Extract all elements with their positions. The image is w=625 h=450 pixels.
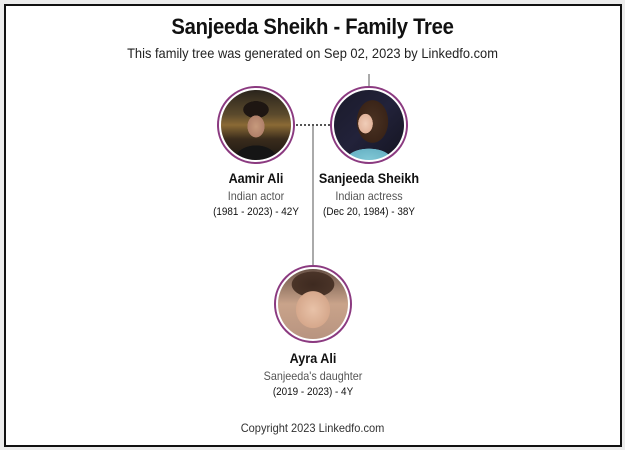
person-dates: (1981 - 2023) - 42Y <box>213 206 299 218</box>
page-title: Sanjeeda Sheikh - Family Tree <box>171 14 454 39</box>
copyright-footer: Copyright 2023 Linkedfo.com <box>240 421 385 435</box>
avatar-sanjeeda-sheikh[interactable] <box>330 86 408 164</box>
avatar-ayra-ali[interactable] <box>274 265 352 343</box>
person-role: Indian actor <box>227 189 285 203</box>
portrait-image <box>278 269 348 339</box>
person-name[interactable]: Ayra Ali <box>289 350 337 366</box>
portrait-image <box>221 90 291 160</box>
person-card-ayra-ali <box>243 350 383 398</box>
avatar-aamir-ali[interactable] <box>217 86 295 164</box>
portrait-image <box>334 90 404 160</box>
person-dates: (Dec 20, 1984) - 38Y <box>323 206 415 218</box>
person-role: Sanjeeda's daughter <box>263 369 363 383</box>
person-card-sanjeeda-sheikh <box>299 170 439 218</box>
page-subtitle: This family tree was generated on Sep 02, 2023 by Linkedfo.com <box>127 45 498 61</box>
person-name[interactable]: Aamir Ali <box>228 170 284 186</box>
person-name[interactable]: Sanjeeda Sheikh <box>318 170 420 186</box>
person-role: Indian actress <box>335 189 403 203</box>
person-dates: (2019 - 2023) - 4Y <box>272 386 354 398</box>
